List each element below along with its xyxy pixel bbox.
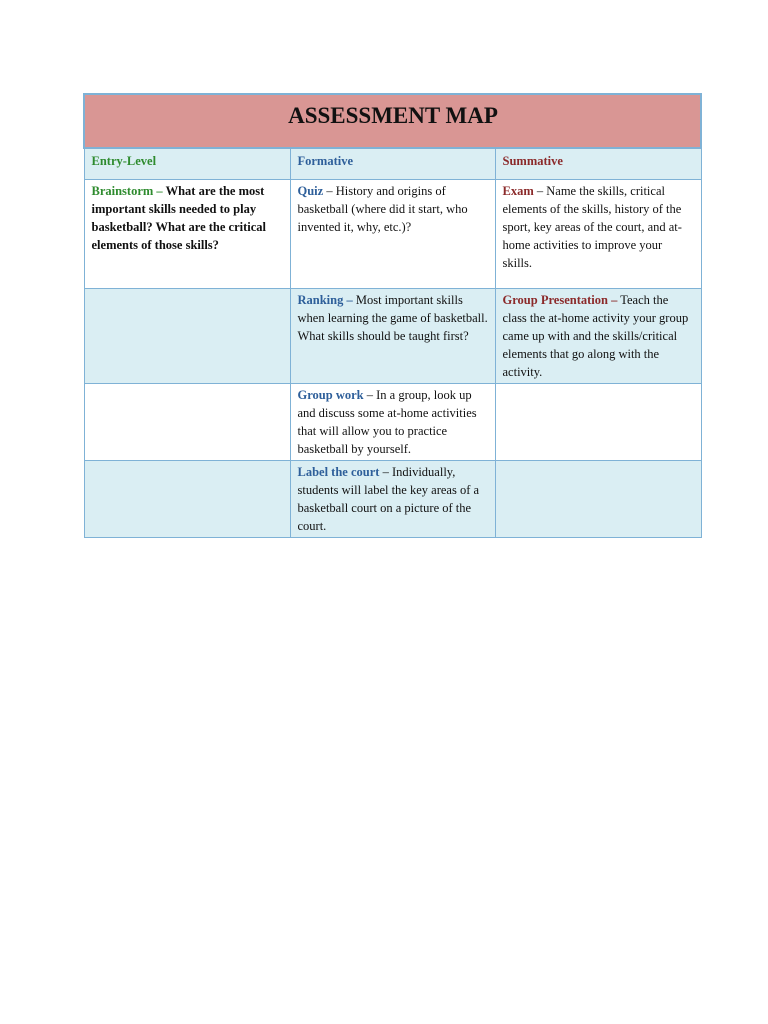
title-cell: [84, 94, 701, 148]
cell-label: Label the court: [297, 465, 380, 479]
cell-label: Quiz: [297, 184, 324, 198]
header-formative: [290, 148, 495, 180]
cell-text: Most important skills when learning the game of basketball. What skills should be taught first?: [297, 293, 488, 343]
cell-text: – Individually, students will label the key areas of a basketball court on a picture of the court.: [297, 465, 480, 533]
cell-empty: [495, 461, 701, 538]
assessment-map-table: [83, 93, 702, 538]
cell-empty: [84, 461, 290, 538]
cell-text: – Name the skills, critical elements of the skills, history of the sport, key areas of the court, and at-home activities to improve your skills.: [502, 184, 682, 270]
table-row: [84, 289, 701, 384]
header-row: [84, 148, 701, 180]
cell-label: Brainstorm –: [91, 184, 163, 198]
cell-empty: [84, 289, 290, 384]
header-entry-label: Entry-Level: [91, 154, 157, 168]
cell-group-work: [290, 384, 495, 461]
table-row: [84, 384, 701, 461]
cell-empty: [495, 384, 701, 461]
cell-label: Group Presentation –: [502, 293, 618, 307]
cell-text: Teach the class the at-home activity your group came up with and the skills/critical elements that go along with the activity.: [502, 293, 689, 379]
cell-text: – In a group, look up and discuss some at-home activities that will allow you to practice basketball by yourself.: [297, 388, 477, 456]
page-title: ASSESSMENT MAP: [288, 103, 498, 128]
cell-exam: [495, 180, 701, 289]
cell-label: Group work: [297, 388, 364, 402]
cell-brainstorm: [84, 180, 290, 289]
cell-text: – History and origins of basketball (where did it start, who invented it, why, etc.)?: [297, 184, 468, 234]
cell-label: Exam: [502, 184, 534, 198]
header-summative-label: Summative: [502, 154, 563, 168]
cell-label: Ranking –: [297, 293, 353, 307]
cell-empty: [84, 384, 290, 461]
cell-label-the-court: [290, 461, 495, 538]
cell-text: What are the most important skills needed to play basketball? What are the critical elements of those skills?: [91, 184, 267, 252]
cell-quiz: [290, 180, 495, 289]
table-row: [84, 461, 701, 538]
cell-ranking: [290, 289, 495, 384]
header-formative-label: Formative: [297, 154, 354, 168]
header-entry-level: [84, 148, 290, 180]
table-row: [84, 180, 701, 289]
header-summative: [495, 148, 701, 180]
cell-group-presentation: [495, 289, 701, 384]
